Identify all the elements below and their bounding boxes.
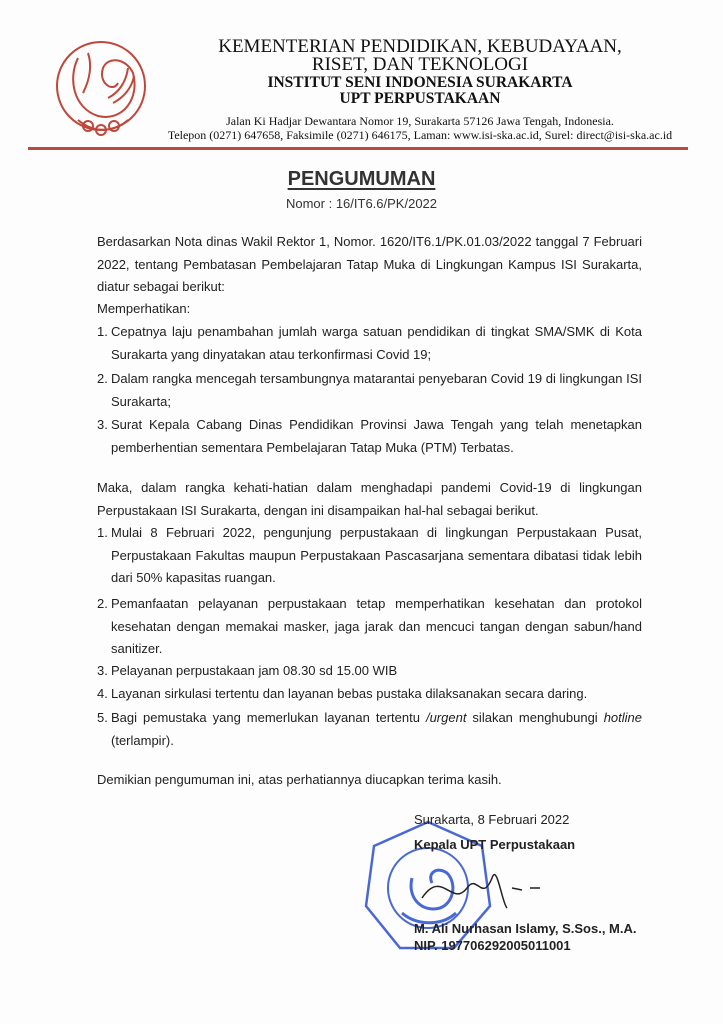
item-number: 3.: [97, 663, 108, 678]
signatory-nip: NIP. 197706292005011001: [414, 938, 571, 953]
item-text: (terlampir).: [111, 732, 174, 748]
list-item: [97, 321, 642, 366]
list-item: [97, 368, 642, 413]
signature-scribble: [412, 858, 552, 918]
list-item: [97, 593, 642, 661]
item-number: 5.: [97, 710, 108, 725]
list-item: [97, 414, 642, 459]
item-text: Dalam rangka mencegah tersambungnya matarantai penyebaran Covid 19 di lingkungan ISI Surakarta;: [111, 371, 642, 409]
document-number: Nomor : 16/IT6.6/PK/2022: [285, 196, 438, 211]
item-text-italic: hotline: [603, 710, 643, 725]
list-item: [97, 660, 642, 683]
item-text-italic: /urgent: [425, 710, 467, 725]
memperhatikan-label: Memperhatikan:: [97, 301, 191, 316]
closing-paragraph: Demikian pengumuman ini, atas perhatiannya diucapkan terima kasih.: [97, 772, 502, 787]
document-title: [0, 168, 723, 191]
item-number: 1.: [97, 525, 108, 540]
list-item: [97, 522, 642, 590]
maka-paragraph: Maka, dalam rangka kehati-hatian dalam menghadapi pandemi Covid-19 di lingkungan Perpustakaan ISI Surakarta, dengan ini disampaikan hal-hal sebagai berikut.: [97, 480, 642, 518]
item-number: 1.: [97, 324, 108, 339]
signature-position: Kepala UPT Perpustakaan: [414, 837, 576, 852]
letterhead-institute: INSTITUT SENI INDONESIA SURAKARTA: [267, 74, 573, 91]
intro-paragraph: Berdasarkan Nota dinas Wakil Rektor 1, Nomor. 1620/IT6.1/PK.01.03/2022 tanggal 7 Februari 2022, tentang Pembatasan Pembelajaran Tatap Muka di Lingkungan Kampus ISI Surakarta, diatur sebagai berikut:: [97, 234, 642, 294]
item-number: 2.: [97, 371, 108, 386]
letterhead-contact: Telepon (0271) 647658, Faksimile (0271) 646175, Laman: www.isi-ska.ac.id, Surel: direct@isi-ska.ac.id: [167, 128, 673, 142]
item-text: Layanan sirkulasi tertentu dan layanan bebas pustaka dilaksanakan secara daring.: [111, 686, 588, 701]
item-text: Surat Kepala Cabang Dinas Pendidikan Provinsi Jawa Tengah yang telah menetapkan pemberhentian sementara Pembelajaran Tatap Muka (PTM) Terbatas.: [111, 417, 642, 455]
item-number: 2.: [97, 596, 108, 611]
letterhead-address: Jalan Ki Hadjar Dewantara Nomor 19, Surakarta 57126 Jawa Tengah, Indonesia.: [226, 114, 614, 128]
item-text: Mulai 8 Februari 2022, pengunjung perpustakaan di lingkungan Perpustakaan Pusat, Perpustakaan Fakultas maupun Perpustakaan Pascasarjana sementara dibatasi tidak lebih dari 50% kapasitas ruangan.: [111, 525, 642, 585]
item-text: Cepatnya laju penambahan jumlah warga satuan pendidikan di tingkat SMA/SMK di Kota Surakarta yang dinyatakan atau terkonfirmasi Covid 19;: [111, 324, 642, 362]
item-number: 4.: [97, 686, 108, 701]
signature-place-date: Surakarta, 8 Februari 2022: [414, 812, 570, 827]
letterhead-unit: UPT PERPUSTAKAAN: [339, 90, 501, 107]
list-item: [97, 683, 642, 706]
item-text: silakan menghubungi: [466, 710, 604, 725]
item-text: Bagi pemustaka yang memerlukan layanan tertentu: [111, 710, 426, 725]
item-text: Pemanfaatan pelayanan perpustakaan tetap memperhatikan kesehatan dan protokol kesehatan dengan memakai masker, jaga jarak dan mencuci tangan dengan sabun/hand sanitizer.: [111, 596, 642, 656]
institution-logo: [48, 38, 154, 140]
list-item: [97, 707, 642, 752]
title-text: PENGUMUMAN: [287, 168, 436, 190]
letterhead-ministry-2: RISET, DAN TEKNOLOGI: [311, 54, 529, 75]
signatory-name: M. Ali Nurhasan Islamy, S.Sos., M.A.: [414, 921, 637, 936]
letterhead-ministry: KEMENTERIAN PENDIDIKAN, KEBUDAYAAN,: [218, 36, 622, 57]
item-text: Pelayanan perpustakaan jam 08.30 sd 15.00 WIB: [111, 663, 398, 678]
item-number: 3.: [97, 417, 108, 432]
letterhead-divider: [28, 147, 688, 150]
